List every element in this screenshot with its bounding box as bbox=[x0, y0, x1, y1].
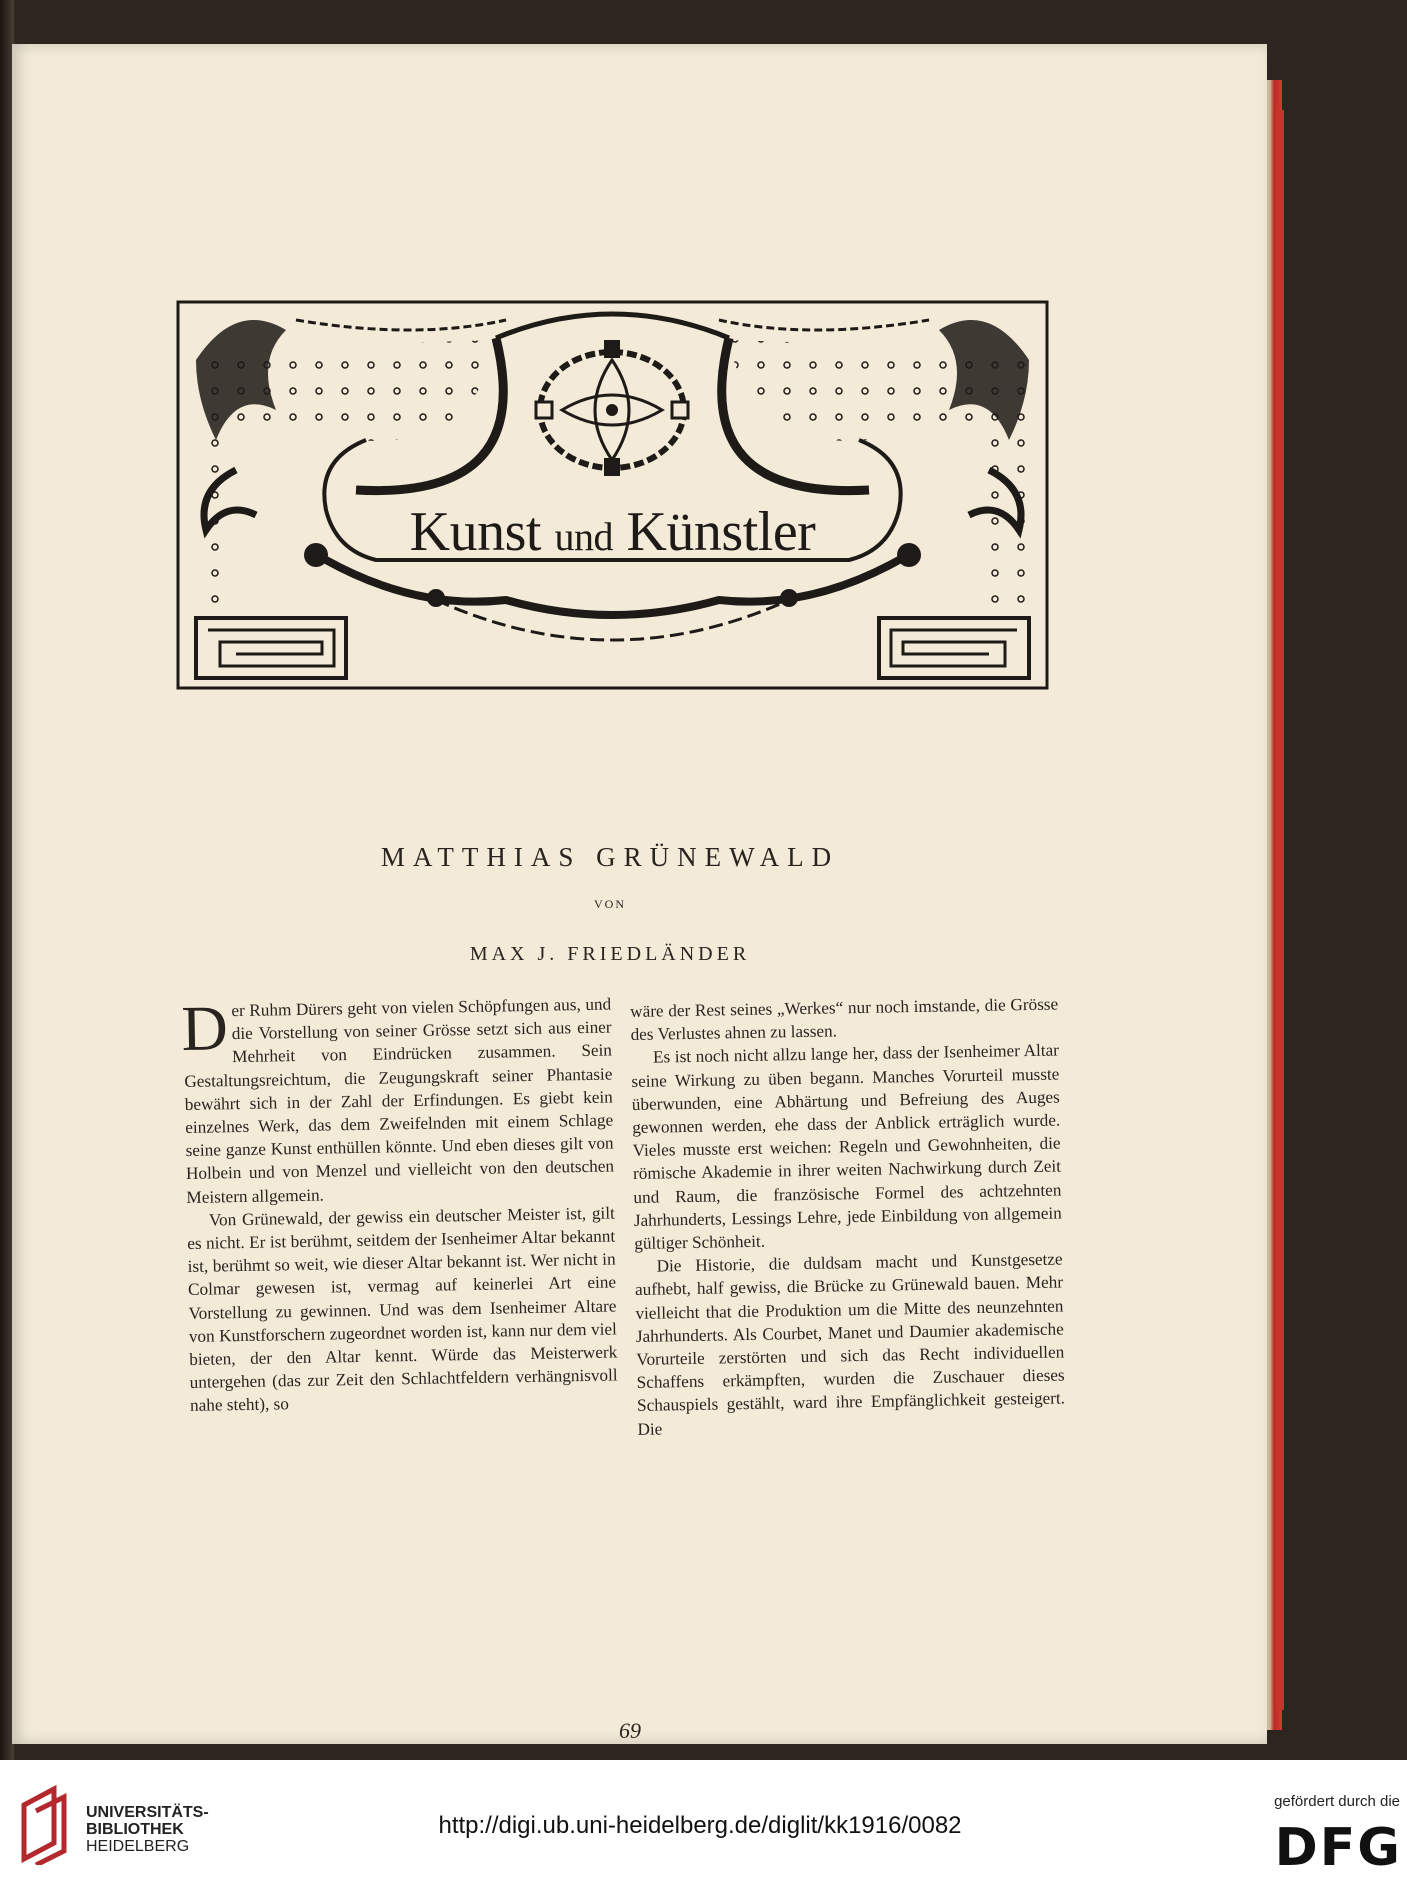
article-title: MATTHIAS GRÜNEWALD bbox=[380, 842, 840, 872]
masthead-word-und: und bbox=[554, 514, 613, 559]
funding-label: gefördert durch die bbox=[1274, 1793, 1400, 1810]
red-page-edge bbox=[1276, 110, 1284, 1710]
masthead-ornament bbox=[176, 300, 1049, 690]
paragraph: wäre der Rest seines „Werkes“ nur noch imstande, die Grösse des Verlustes ahnen zu lassen. bbox=[630, 994, 1059, 1045]
library-logo-icon[interactable] bbox=[14, 1785, 78, 1865]
paragraph: Von Grünewald, der gewiss ein deutscher Meister ist, gilt es nicht. Er ist berühmt, seitdem der Isenheimer Altar bekannt ist, berühmt so weit, wie dieser Altar bekannt ist. Wer nicht in Colmar gewesen ist, vermag auf keinerlei Art eine Vorstellung zu gewinnen. Und was dem Isenheimer Altare von Kunstforschern zugeordnet worden ist, kann nur dem viel bieten, der den Altar kennt. Würde das Meisterwerk untergehen (das zur Zeit den Schlachtfeldern verhängnisvoll nahe steht), so bbox=[187, 1203, 618, 1416]
drop-cap: D bbox=[180, 992, 229, 1065]
dfg-logo[interactable]: DFG bbox=[1274, 1818, 1402, 1878]
library-name-line: UNIVERSITÄTS- bbox=[86, 1804, 209, 1821]
paragraph-text: er Ruhm Dürers geht von vielen Schöpfungen aus, und die Vorstellung von seiner Grösse setzt sich aus einer Mehrheit von Eindrücken zusammen. Sein Gestaltungsreichtum, die Zeugungskraft seiner Phantasie bewährt sich in der Zahl der Erfindungen. Es giebt kein einzelnes Werk, das dem Zweifelnden mit einem Schlage seine ganze Kunst enthüllen könnte. Und eben dieses gilt von Holbein und von Menzel und vielleicht von den deutschen Meistern allgemein. bbox=[184, 994, 615, 1207]
library-name-line: BIBLIOTHEK bbox=[86, 1821, 184, 1838]
masthead-word-kunst: Kunst bbox=[409, 501, 541, 563]
book-page bbox=[12, 44, 1267, 1744]
masthead-word-kuenstler: Künstler bbox=[626, 501, 816, 563]
paragraph bbox=[180, 992, 615, 1209]
paragraph: Es ist noch nicht allzu lange her, dass der Isenheimer Altar seine Wirkung zu üben begann. Manches Vorurteil musste überwunden, eine Abhärtung und Befreiung des Auges gewonnen werden, ehe dass der Anblick erträglich wurde. Vieles musste erst weichen: Regeln und Gewohnheiten, die römische Akademie in ihrer weiten Nachwirkung durch Zeit und Raum, die französische Formel des achtzehnten Jahrhunderts, Lessings Lehre, jede Einbildung von allgemein gültiger Schönheit. bbox=[631, 1040, 1062, 1253]
ornament-frame-illustration bbox=[176, 300, 1049, 690]
library-name[interactable] bbox=[86, 1804, 209, 1855]
magazine-title bbox=[176, 500, 1049, 564]
byline-von: VON bbox=[594, 897, 626, 911]
page-number: 69 bbox=[619, 1718, 641, 1743]
article-author: MAX J. FRIEDLÄNDER bbox=[469, 943, 751, 965]
permalink-url[interactable]: http://digi.ub.uni-heidelberg.de/diglit/kk1916/0082 bbox=[438, 1812, 962, 1839]
text-column-left bbox=[180, 992, 618, 1418]
library-name-line: HEIDELBERG bbox=[86, 1838, 190, 1855]
paragraph: Die Historie, die duldsam macht und Kunstgesetze aufhebt, half gewiss, die Brücke zu Grünewald bauen. Mehr vielleicht that die Produktion um die Mitte des neunzehnten Jahrhunderts. Als Courbet, Manet und Daumier akademische Vorurteile zerstörten und sich das Recht individuellen Schaffens erkämpften, wurden die Zuschauer dieses Schauspiels gestählt, ward ihre Empfänglichkeit gesteigert. Die bbox=[634, 1249, 1066, 1439]
text-column-right bbox=[630, 993, 1066, 1441]
